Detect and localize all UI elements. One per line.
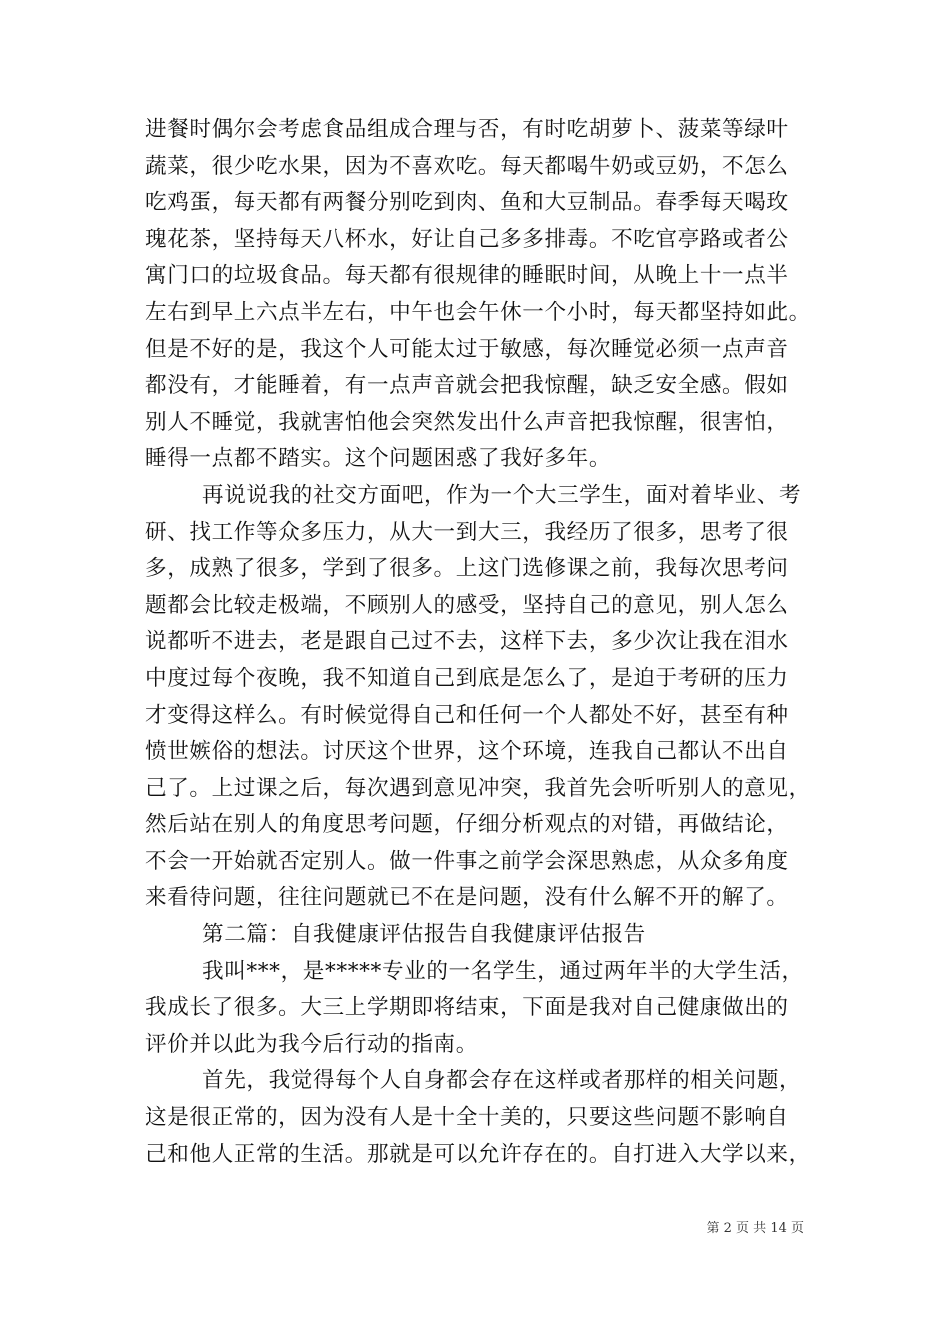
text-line: 才变得这样么。有时候觉得自己和任何一个人都处不好，甚至有种 bbox=[145, 702, 789, 728]
text-line: 说都听不进去，老是跟自己过不去，这样下去，多少次让我在泪水 bbox=[145, 629, 789, 655]
text-line: 来看待问题，往往问题就已不在是问题，没有什么解不开的解了。 bbox=[145, 885, 789, 911]
text-line: 首先，我觉得每个人自身都会存在这样或者那样的相关问题， bbox=[202, 1068, 802, 1094]
text-line: 第二篇：自我健康评估报告自我健康评估报告 bbox=[202, 922, 646, 948]
document-body bbox=[145, 112, 825, 1173]
text-line: 左右到早上六点半左右，中午也会午休一个小时，每天都坚持如此。 bbox=[145, 299, 811, 325]
text-line: 进餐时偶尔会考虑食品组成合理与否，有时吃胡萝卜、菠菜等绿叶 bbox=[145, 117, 789, 142]
page-number: 第 2 页 共 14 页 bbox=[706, 1221, 804, 1236]
text-line: 寓门口的垃圾食品。每天都有很规律的睡眠时间，从晚上十一点半 bbox=[145, 263, 789, 289]
text-line: 吃鸡蛋，每天都有两餐分别吃到肉、鱼和大豆制品。春季每天喝玫 bbox=[145, 190, 789, 216]
text-line: 再说说我的社交方面吧，作为一个大三学生，面对着毕业、考 bbox=[202, 482, 802, 508]
text-line: 瑰花茶，坚持每天八杯水，好让自己多多排毒。不吃官亭路或者公 bbox=[145, 226, 789, 252]
text-line: 多，成熟了很多，学到了很多。上这门选修课之前，我每次思考问 bbox=[145, 556, 789, 582]
text-line: 都没有，才能睡着，有一点声音就会把我惊醒，缺乏安全感。假如 bbox=[145, 373, 789, 399]
text-line: 别人不睡觉，我就害怕他会突然发出什么声音把我惊醒，很害怕， bbox=[145, 409, 789, 435]
text-line: 中度过每个夜晚，我不知道自己到底是怎么了，是迫于考研的压力 bbox=[145, 665, 789, 691]
text-line: 愤世嫉俗的想法。讨厌这个世界，这个环境，连我自己都认不出自 bbox=[145, 739, 789, 765]
text-line: 这是很正常的，因为没有人是十全十美的，只要这些问题不影响自 bbox=[145, 1105, 789, 1131]
text-line: 睡得一点都不踏实。这个问题困惑了我好多年。 bbox=[145, 446, 612, 472]
text-line: 评价并以此为我今后行动的指南。 bbox=[145, 1031, 478, 1057]
text-line: 但是不好的是，我这个人可能太过于敏感，每次睡觉必须一点声音 bbox=[145, 336, 789, 362]
text-line: 题都会比较走极端，不顾别人的感受，坚持自己的意见，别人怎么 bbox=[145, 592, 789, 618]
text-line: 己和他人正常的生活。那就是可以允许存在的。自打进入大学以来， bbox=[145, 1141, 811, 1167]
text-line: 蔬菜，很少吃水果，因为不喜欢吃。每天都喝牛奶或豆奶，不怎么 bbox=[145, 153, 789, 179]
text-line: 我叫***，是*****专业的一名学生，通过两年半的大学生活， bbox=[202, 958, 804, 984]
text-line: 然后站在别人的角度思考问题，仔细分析观点的对错，再做结论， bbox=[145, 812, 789, 838]
text-line: 己了。上过课之后，每次遇到意见冲突，我首先会听听别人的意见， bbox=[145, 775, 811, 801]
text-line: 我成长了很多。大三上学期即将结束，下面是我对自己健康做出的 bbox=[145, 995, 789, 1021]
text-line: 不会一开始就否定别人。做一件事之前学会深思熟虑，从众多角度 bbox=[145, 848, 789, 874]
text-line: 研、找工作等众多压力，从大一到大三，我经历了很多，思考了很 bbox=[145, 519, 789, 545]
